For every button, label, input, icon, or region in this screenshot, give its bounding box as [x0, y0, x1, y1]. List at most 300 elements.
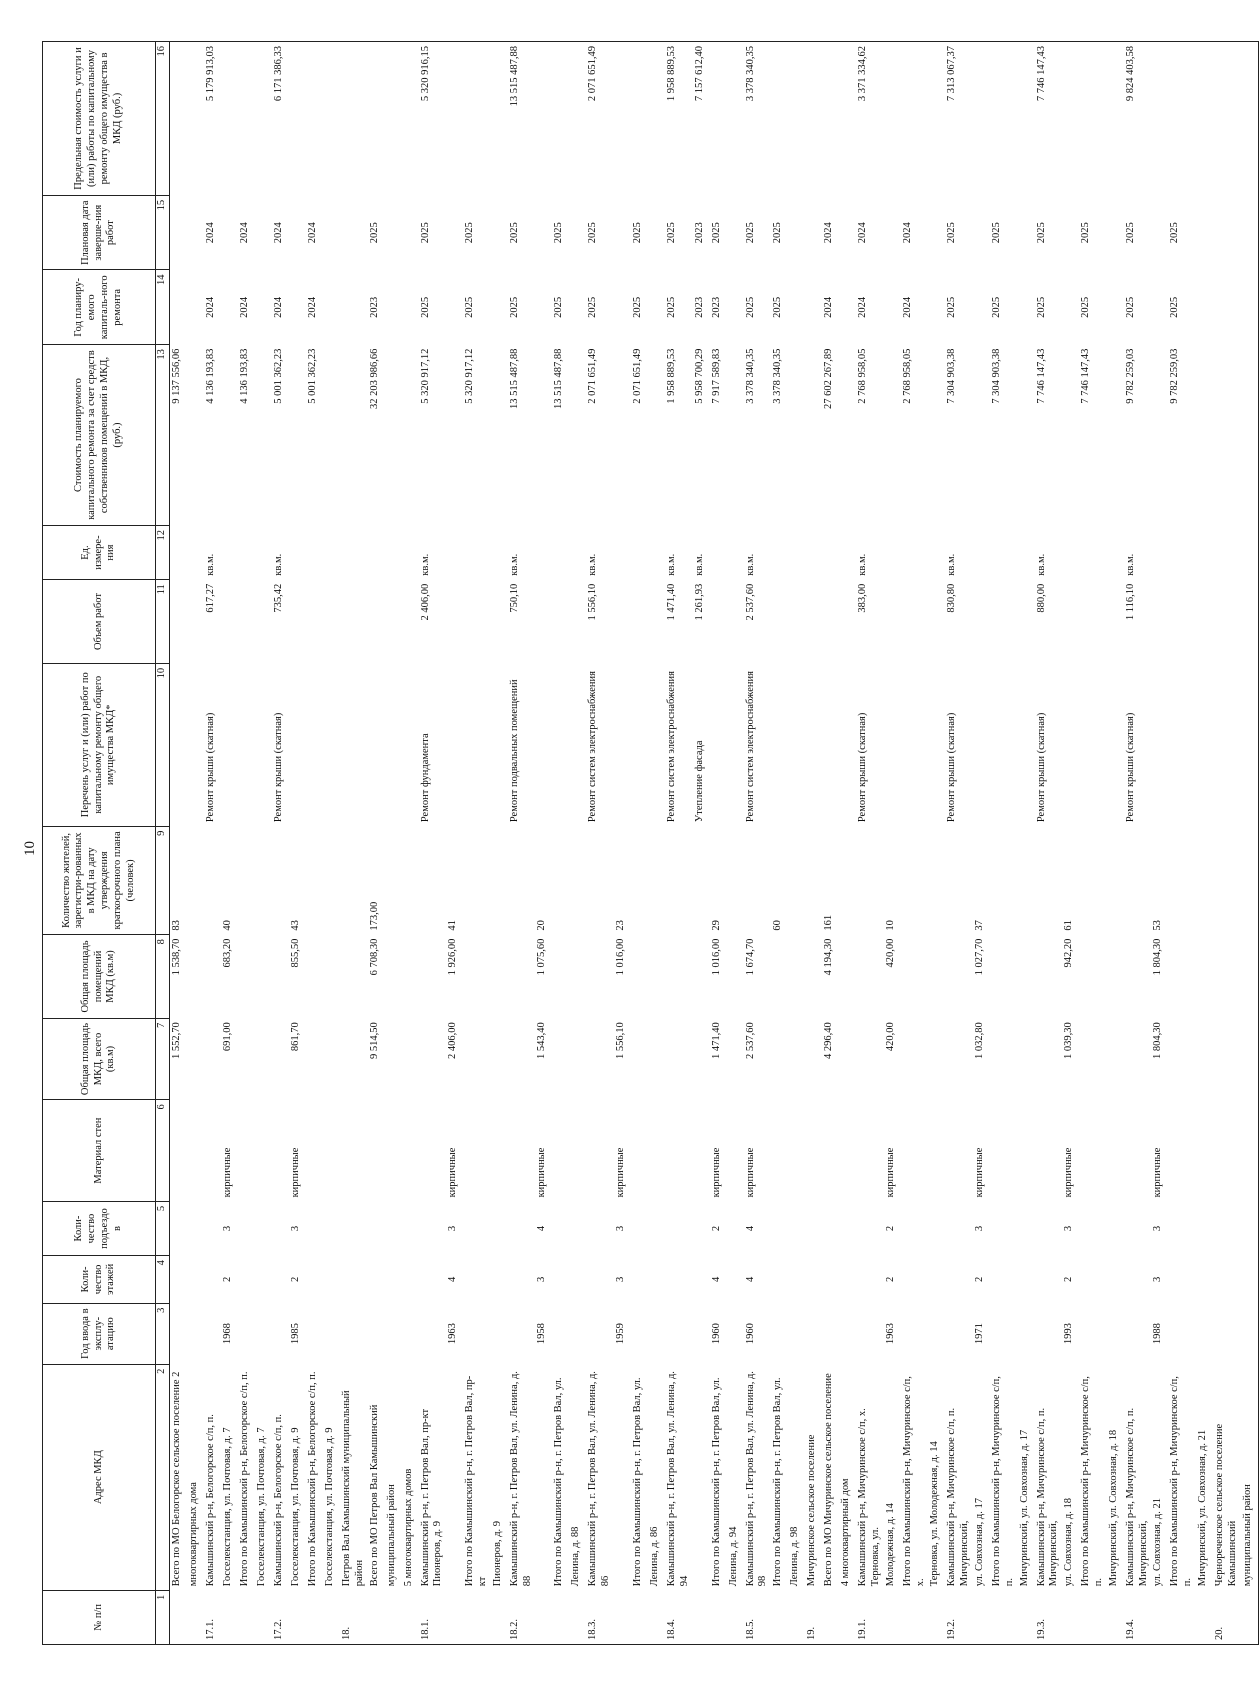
table-cell	[187, 663, 204, 826]
table-cell	[385, 1590, 402, 1644]
table-cell: 2025	[1080, 222, 1092, 244]
table-cell: 18.3.	[586, 1590, 614, 1644]
table-row	[1018, 42, 1035, 1645]
table-cell	[822, 1303, 839, 1364]
table-cell	[368, 1256, 385, 1303]
table-cell	[385, 270, 402, 345]
table-cell	[788, 195, 805, 270]
table-cell: 18.	[340, 1590, 368, 1644]
table-cell	[340, 1256, 368, 1303]
table-cell	[839, 195, 856, 270]
table-cell: кв.м.	[508, 553, 520, 576]
table-cell: 3 378 340,35	[744, 42, 772, 196]
table-cell	[1035, 1256, 1063, 1303]
table-cell	[1079, 1590, 1107, 1644]
table-cell: 43	[290, 920, 301, 931]
table-cell	[614, 525, 631, 579]
table-cell: Итого по Камышинский р-н, г. Петров Вал, ул.	[553, 1377, 565, 1587]
table-cell: 2	[290, 1276, 301, 1283]
table-cell	[569, 663, 586, 826]
table-cell	[255, 42, 272, 196]
table-cell	[306, 1303, 323, 1364]
table-cell	[1018, 1100, 1035, 1202]
table-cell: Камышинский р-н, Белогорское с/п, п.	[205, 1414, 216, 1587]
table-cell: 9 514,50	[368, 1022, 380, 1060]
table-cell	[170, 1256, 188, 1303]
table-cell	[771, 1590, 788, 1644]
column-number: 12	[156, 525, 170, 579]
table-cell	[788, 345, 805, 526]
table-cell: Итого по Камышинский р-н, г. Петров Вал, пр-кт	[464, 1375, 488, 1587]
table-cell: кирпичные	[536, 1147, 548, 1198]
table-cell	[491, 1590, 508, 1644]
table-cell	[255, 935, 272, 1019]
table-cell: 2023	[693, 296, 705, 318]
table-cell	[323, 525, 340, 579]
table-cell: 4	[744, 1276, 756, 1283]
table-cell	[856, 1018, 884, 1099]
table-cell	[771, 1303, 788, 1364]
table-cell	[1168, 1303, 1196, 1364]
table-cell	[665, 935, 693, 1019]
table-cell	[1062, 1590, 1079, 1644]
table-cell	[973, 1590, 990, 1644]
table-cell	[1151, 525, 1168, 579]
table-cell	[1018, 1303, 1035, 1364]
table-cell	[508, 1256, 536, 1303]
table-cell	[463, 1590, 491, 1644]
table-cell	[306, 42, 323, 196]
table-cell	[204, 1201, 221, 1255]
table-row	[805, 42, 822, 1645]
table-cell: 2025	[772, 222, 784, 244]
table-cell: 20.	[1213, 1590, 1241, 1644]
table-cell: 2024	[239, 296, 250, 318]
table-cell	[1018, 1590, 1035, 1644]
table-cell: Ремонт систем электроснабжения	[744, 671, 756, 823]
table-cell	[272, 935, 289, 1019]
column-header: Адрес МКД	[43, 1364, 156, 1590]
table-cell: кирпичные	[744, 1147, 756, 1198]
table-row	[648, 42, 665, 1645]
column-header: Ед. измере-ния	[43, 525, 156, 579]
table-cell	[289, 42, 306, 196]
table-cell: 2025	[419, 296, 431, 318]
table-cell	[727, 1100, 744, 1202]
table-cell	[928, 935, 945, 1019]
table-cell	[463, 663, 491, 826]
table-cell	[614, 580, 631, 664]
table-cell	[170, 1590, 188, 1644]
table-cell: Ремонт крыши (скатная)	[1035, 712, 1047, 823]
table-cell	[586, 826, 614, 935]
table-cell	[340, 1018, 368, 1099]
table-cell	[1035, 1100, 1063, 1202]
table-cell	[491, 195, 508, 270]
table-cell	[990, 1256, 1018, 1303]
table-cell	[368, 1303, 385, 1364]
table-cell	[788, 935, 805, 1019]
table-cell: 383,00	[857, 583, 869, 613]
table-cell	[340, 580, 368, 664]
table-cell	[990, 525, 1018, 579]
table-cell	[788, 580, 805, 664]
table-cell	[1035, 1018, 1063, 1099]
table-cell: 2 071 651,49	[586, 42, 614, 196]
table-cell	[990, 826, 1018, 935]
table-cell: 3	[973, 1225, 985, 1232]
table-cell: 2025	[631, 222, 643, 244]
table-cell	[1079, 1303, 1107, 1364]
table-cell: 1 471,40	[665, 583, 677, 621]
table-cell: 2024	[273, 296, 284, 318]
table-cell	[856, 1201, 884, 1255]
table-cell: 3	[290, 1225, 301, 1232]
table-cell: 18.1.	[419, 1590, 447, 1644]
table-cell	[306, 1018, 323, 1099]
table-cell	[805, 525, 822, 579]
table-cell	[1079, 663, 1107, 826]
table-cell	[771, 42, 788, 196]
table-cell	[631, 1256, 648, 1303]
column-header: Общая площадь помещений МКД (кв.м)	[43, 935, 156, 1019]
table-cell	[569, 935, 586, 1019]
table-cell	[385, 935, 402, 1019]
table-cell	[839, 935, 856, 1019]
table-cell	[491, 826, 508, 935]
table-cell: Итого по Камышинский р-н, г. Петров Вал, ул.	[710, 1377, 722, 1587]
table-cell	[204, 1018, 221, 1099]
table-cell	[990, 42, 1018, 196]
table-cell: 19.1.	[856, 1590, 884, 1644]
table-cell: 2025	[744, 222, 756, 244]
table-cell	[323, 935, 340, 1019]
table-cell	[238, 1256, 255, 1303]
table-row	[419, 42, 447, 1645]
table-cell	[990, 1303, 1018, 1364]
table-cell	[693, 1256, 710, 1303]
table-cell	[289, 525, 306, 579]
table-cell: 2025	[464, 296, 476, 318]
table-cell	[839, 1303, 856, 1364]
table-cell	[1168, 1201, 1196, 1255]
table-cell	[272, 826, 289, 935]
column-header: № п/п	[43, 1590, 156, 1644]
table-cell: кирпичные	[290, 1147, 301, 1198]
table-cell: кв.м.	[946, 553, 958, 576]
table-cell	[839, 663, 856, 826]
table-cell	[508, 935, 536, 1019]
table-cell: 1 471,40	[710, 1022, 722, 1060]
table-cell	[306, 1256, 323, 1303]
table-cell	[1079, 1256, 1107, 1303]
table-cell	[614, 345, 631, 526]
table-cell	[323, 826, 340, 935]
page-number: 10	[22, 841, 38, 856]
table-cell	[272, 1018, 289, 1099]
table-cell	[340, 270, 368, 345]
table-cell	[569, 1201, 586, 1255]
table-cell	[1018, 345, 1035, 526]
table-cell	[187, 1303, 204, 1364]
table-cell	[901, 1018, 929, 1099]
table-cell	[901, 525, 929, 579]
table-cell	[340, 1201, 368, 1255]
table-cell	[1241, 663, 1259, 826]
table-cell: Камышинский р-н, г. Петров Вал, ул. Ленина, д. 88	[508, 1371, 533, 1587]
table-cell	[1151, 580, 1168, 664]
table-cell	[614, 663, 631, 826]
table-cell	[1035, 826, 1063, 935]
table-cell: 3	[1152, 1225, 1164, 1232]
table-row	[614, 42, 631, 1645]
table-cell	[1107, 1303, 1124, 1364]
table-cell	[648, 935, 665, 1019]
table-cell: 5 179 913,03	[204, 42, 221, 196]
table-cell	[693, 1303, 710, 1364]
table-cell	[727, 1303, 744, 1364]
table-cell	[648, 1201, 665, 1255]
table-cell	[368, 525, 385, 579]
table-cell	[1035, 1303, 1063, 1364]
table-cell	[1124, 1018, 1152, 1099]
table-cell	[255, 1303, 272, 1364]
table-cell	[631, 1201, 648, 1255]
table-cell: 1 556,10	[587, 583, 599, 621]
table-cell: 2 537,60	[744, 583, 756, 621]
table-cell: 4 136 193,83	[239, 348, 250, 404]
table-cell: 6 708,30	[368, 938, 380, 976]
table-cell: 4 296,40	[823, 1022, 835, 1060]
table-cell	[491, 345, 508, 526]
table-cell	[402, 935, 419, 1019]
table-cell	[1107, 42, 1124, 196]
table-cell	[648, 42, 665, 196]
table-cell	[1018, 663, 1035, 826]
table-cell	[1213, 580, 1241, 664]
table-cell	[491, 42, 508, 196]
table-cell	[323, 1590, 340, 1644]
table-cell	[463, 826, 491, 935]
table-cell: 6 171 386,33	[272, 42, 289, 196]
table-cell	[569, 580, 586, 664]
table-cell: кв.м.	[1035, 553, 1047, 576]
table-cell: 2 406,00	[419, 583, 431, 621]
table-cell	[238, 826, 255, 935]
table-cell	[856, 1256, 884, 1303]
table-cell: 1 958 889,53	[665, 348, 677, 404]
table-cell	[385, 345, 402, 526]
table-cell: 3	[1063, 1225, 1075, 1232]
table-cell	[569, 1018, 586, 1099]
table-row	[1241, 42, 1259, 1645]
table-cell: 1 552,70	[171, 1022, 182, 1060]
table-cell	[771, 1018, 788, 1099]
table-cell	[805, 826, 822, 935]
table-cell	[289, 345, 306, 526]
table-cell	[727, 1201, 744, 1255]
table-cell	[901, 1100, 929, 1202]
table-cell	[340, 663, 368, 826]
table-cell	[238, 1018, 255, 1099]
table-cell	[973, 42, 990, 196]
table-cell	[323, 1201, 340, 1255]
table-cell	[170, 270, 188, 345]
column-number: 9	[156, 826, 170, 935]
table-cell	[446, 1590, 463, 1644]
table-cell	[1241, 1201, 1259, 1255]
table-cell	[289, 580, 306, 664]
table-cell	[1241, 1303, 1259, 1364]
column-number: 8	[156, 935, 170, 1019]
table-cell	[446, 42, 463, 196]
table-cell: 10	[884, 920, 896, 931]
table-cell	[463, 1018, 491, 1099]
table-cell	[990, 1100, 1018, 1202]
table-cell: Мичуринское сельское поселение	[806, 1434, 818, 1587]
table-cell	[1196, 270, 1213, 345]
table-cell: кирпичные	[710, 1147, 722, 1198]
table-cell: 173,00	[368, 901, 380, 931]
table-cell	[1018, 935, 1035, 1019]
table-cell	[990, 663, 1018, 826]
table-cell	[631, 1100, 648, 1202]
table-cell	[419, 1018, 447, 1099]
table-cell	[1062, 525, 1079, 579]
column-number: 11	[156, 580, 170, 664]
table-row	[491, 42, 508, 1645]
table-cell: кирпичные	[1063, 1147, 1075, 1198]
table-cell	[491, 663, 508, 826]
table-cell: Камышинский р-н, Мичуринское с/п, п. Мичуринский,	[1124, 1407, 1149, 1587]
table-cell	[839, 42, 856, 196]
table-cell	[255, 1256, 272, 1303]
table-cell	[727, 580, 744, 664]
table-cell: 19.4.	[1124, 1590, 1152, 1644]
table-cell	[839, 1590, 856, 1644]
table-cell: 2025	[772, 296, 784, 318]
table-cell	[710, 663, 727, 826]
table-cell	[945, 1018, 973, 1099]
table-cell	[693, 1590, 710, 1644]
table-cell	[901, 826, 929, 935]
table-cell	[822, 580, 839, 664]
table-cell	[1196, 1100, 1213, 1202]
table-row	[771, 42, 788, 1645]
column-header: Общая площадь МКД, всего (кв.м)	[43, 1018, 156, 1099]
table-cell	[491, 270, 508, 345]
table-cell: Камышинский р-н, Мичуринское с/п, х. Терновка, ул.	[857, 1408, 881, 1587]
table-row	[1035, 42, 1063, 1645]
table-cell: 23	[614, 920, 626, 931]
table-cell: 3	[447, 1225, 459, 1232]
table-cell: 9 824 403,58	[1124, 42, 1152, 196]
table-cell: 2 406,00	[447, 1022, 459, 1060]
table-cell	[491, 525, 508, 579]
column-header: Предельная стоимость услуги и (или) работы по капитальному ремонту общего имущества в МКД (руб.)	[43, 42, 156, 196]
table-cell	[771, 1100, 788, 1202]
table-cell	[945, 935, 973, 1019]
table-cell: кв.м.	[587, 553, 599, 576]
column-header: Год ввода в эксплу-атацию	[43, 1303, 156, 1364]
table-cell: Ленина, д. 94	[727, 1526, 739, 1587]
table-cell	[805, 663, 822, 826]
table-cell: 420,00	[884, 1022, 896, 1052]
table-cell	[710, 580, 727, 664]
table-row	[990, 42, 1018, 1645]
table-cell	[648, 663, 665, 826]
table-cell	[1241, 1100, 1259, 1202]
table-row	[306, 42, 323, 1645]
table-cell: 1 261,93	[693, 583, 705, 621]
table-cell	[1241, 525, 1259, 579]
table-cell	[788, 1256, 805, 1303]
table-row	[710, 42, 727, 1645]
table-row	[552, 42, 569, 1645]
table-cell: 2024	[823, 222, 835, 244]
table-cell	[385, 195, 402, 270]
table-cell	[535, 1590, 552, 1644]
table-cell	[928, 1100, 945, 1202]
table-cell	[1196, 826, 1213, 935]
table-row	[402, 42, 419, 1645]
table-cell	[586, 1303, 614, 1364]
table-cell: Итого по Камышинский р-н, Мичуринское с/п, п.	[1169, 1376, 1194, 1587]
table-cell: 1 556,10	[614, 1022, 626, 1060]
table-cell: 5 001 362,23	[273, 348, 284, 404]
table-cell	[788, 42, 805, 196]
table-cell	[884, 525, 901, 579]
table-cell	[727, 42, 744, 196]
table-row	[187, 42, 204, 1645]
column-number: 7	[156, 1018, 170, 1099]
column-header: Стоимость планируемого капитального ремонта за счет средств собственников помещений в МКД, (руб.)	[43, 345, 156, 526]
column-header: Год планиру-емого капиталь-ного ремонта	[43, 270, 156, 345]
table-cell: 13 515 487,88	[508, 42, 536, 196]
table-cell: Пионеров, д. 9	[491, 1520, 503, 1587]
table-cell: 1960	[744, 1323, 756, 1345]
table-cell: ул. Совхозная, д. 18	[1063, 1498, 1075, 1587]
table-cell	[1107, 580, 1124, 664]
table-cell: 60	[772, 920, 784, 931]
table-cell: 5 320 917,12	[464, 348, 476, 404]
table-cell	[631, 826, 648, 935]
table-cell: Ленина, д. 88	[570, 1526, 582, 1587]
table-cell	[928, 42, 945, 196]
table-cell	[1107, 663, 1124, 826]
table-cell	[884, 270, 901, 345]
table-cell: 2025	[508, 222, 520, 244]
table-cell	[901, 1201, 929, 1255]
table-cell	[552, 826, 569, 935]
table-cell	[221, 195, 238, 270]
table-cell: 2	[884, 1276, 896, 1283]
table-cell: 4 136 193,83	[205, 348, 216, 404]
table-cell: 1971	[973, 1323, 985, 1345]
table-row	[1151, 42, 1168, 1645]
table-cell	[822, 663, 839, 826]
table-cell	[1018, 1201, 1035, 1255]
table-cell	[1168, 525, 1196, 579]
table-cell	[255, 345, 272, 526]
table-cell	[187, 826, 204, 935]
table-cell: Ремонт крыши (скатная)	[273, 712, 284, 823]
table-cell: Госселекстанция, ул. Почтовая, д. 9	[290, 1427, 301, 1587]
table-cell	[1124, 1303, 1152, 1364]
table-cell	[665, 1201, 693, 1255]
table-cell	[419, 935, 447, 1019]
table-cell	[238, 1201, 255, 1255]
